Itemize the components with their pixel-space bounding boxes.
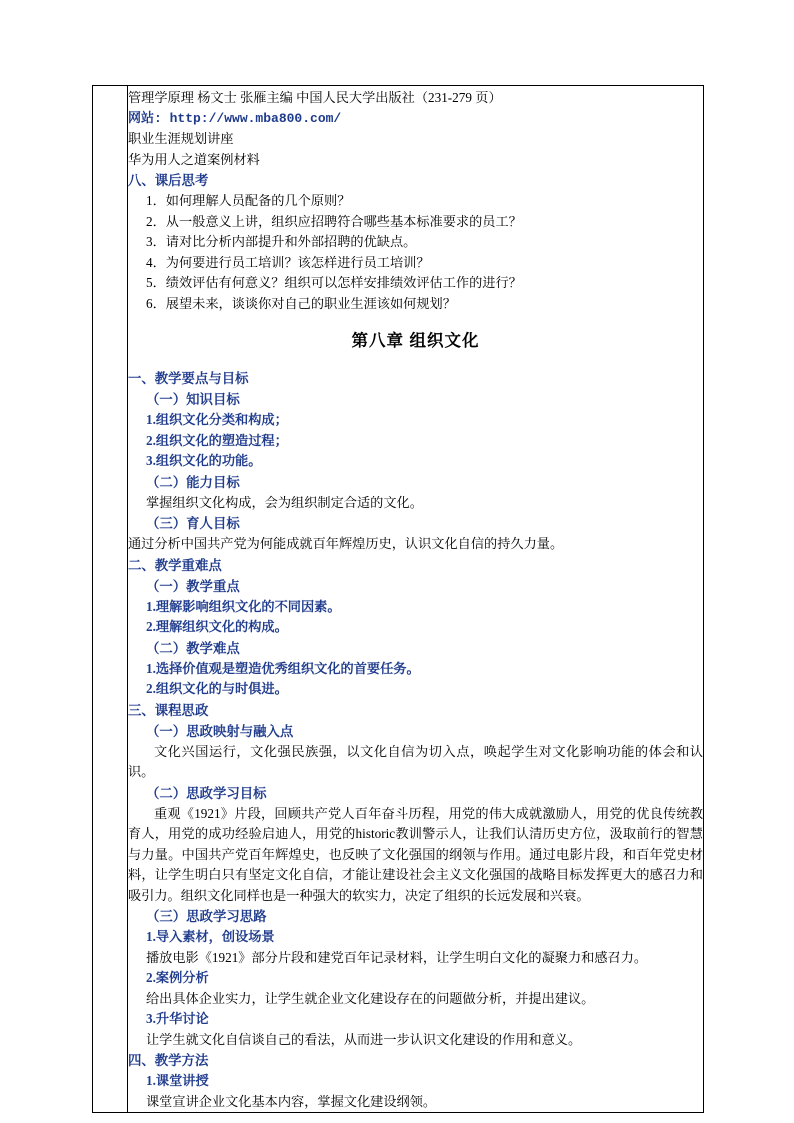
subsection-heading: （一）教学重点: [146, 578, 240, 594]
subsection-heading: （二）思政学习目标: [146, 785, 267, 801]
list-item: 1.导入素材，创设场景: [146, 929, 275, 944]
subsection-heading: （三）育人目标: [146, 516, 240, 531]
subsection-heading: （二）能力目标: [146, 474, 240, 490]
list-item: 1.理解影响组织文化的不同因素。: [146, 598, 341, 614]
extra-line-lecture: 职业生涯规划讲座: [128, 131, 234, 146]
left-gutter-cell: [93, 86, 128, 1113]
header-line-textbook: 管理学原理 杨文士 张雁主编 中国人民大学出版社（231-279 页）: [128, 90, 502, 105]
list-item: 1.课堂讲授: [146, 1073, 209, 1088]
subsection-heading: （一）知识目标: [146, 392, 240, 407]
list-item: 3.组织文化的功能。: [146, 453, 262, 468]
subsection-heading: （一）思政映射与融入点: [146, 723, 294, 739]
question-item: 5．绩效评估有何意义？组织可以怎样安排绩效评估工作的进行？: [146, 275, 522, 290]
list-item: 2.组织文化的与时俱进。: [146, 681, 288, 696]
section-heading-eight: 八、课后思考: [128, 173, 209, 188]
question-item: 1．如何理解人员配备的几个原则？: [146, 193, 351, 208]
body-line: 给出具体企业实力，让学生就企业文化建设存在的问题做分析，并提出建议。: [146, 990, 595, 1006]
list-item: 3.升华讨论: [146, 1011, 209, 1026]
question-item: 6．展望未来，谈谈你对自己的职业生涯该如何规划？: [146, 295, 456, 311]
section-heading: 一、教学要点与目标: [128, 371, 249, 386]
body-paragraph: 文化兴国运行，文化强民族强，以文化自信为切入点，唤起学生对文化影响功能的体会和认识。: [128, 743, 703, 779]
body-line: 让学生就文化自信谈自己的看法，从而进一步认识文化建设的作用和意义。: [146, 1031, 582, 1047]
chapter-title: 第八章 组织文化: [351, 332, 480, 350]
subsection-heading: （三）思政学习思路: [146, 909, 267, 924]
list-item: 2.组织文化的塑造过程；: [146, 432, 288, 448]
body-line: 课堂宣讲企业文化基本内容，掌握文化建设纲领。: [146, 1093, 437, 1109]
section-heading: 二、教学重难点: [128, 557, 222, 573]
section-heading: 四、教学方法: [128, 1053, 209, 1068]
question-item: 2．从一般意义上讲，组织应招聘符合哪些基本标准要求的员工？: [146, 213, 522, 229]
body-paragraph: 重观《1921》片段，回顾共产党人百年奋斗历程，用党的伟大成就激励人，用党的优良传统教育人，用党的成功经验启迪人，用党的historic教训警示人，让我们认清历史方位，汲取前行的智慧与力量。中国共产党百年辉煌史，也反映了文化强国的纲领与作用。通过电影片段，和百年党史材料，让学生明白只有坚定文化自信，才能让建设社会主义文化强国的战略目标发挥更大的感召力和吸引力。组织文化同样也是一种强大的软实力，决定了组织的长远发展和兴衰。: [128, 805, 703, 903]
body-line: 播放电影《1921》部分片段和建党百年记录材料，让学生明白文化的凝聚力和感召力。: [146, 949, 648, 965]
list-item: 2.案例分析: [146, 970, 209, 985]
main-content-cell: [128, 86, 704, 1113]
question-item: 3．请对比分析内部提升和外部招聘的优缺点。: [146, 234, 417, 249]
list-item: 1.选择价值观是塑造优秀组织文化的首要任务。: [146, 660, 420, 676]
extra-line-case: 华为用人之道案例材料: [128, 151, 260, 167]
section-heading: 三、课程思政: [128, 702, 209, 718]
list-item: 1.组织文化分类和构成；: [146, 412, 288, 427]
subsection-heading: （二）教学难点: [146, 640, 240, 656]
website-line: 网站: http://www.mba800.com/: [128, 110, 342, 126]
question-item: 4．为何要进行员工培训？该怎样进行员工培训？: [146, 254, 430, 270]
body-line: 通过分析中国共产党为何能成就百年辉煌历史，认识文化自信的持久力量。: [128, 536, 564, 551]
body-line: 掌握组织文化构成，会为组织制定合适的文化。: [146, 494, 423, 510]
document-table: [92, 85, 704, 1113]
list-item: 2.理解组织文化的构成。: [146, 619, 288, 634]
